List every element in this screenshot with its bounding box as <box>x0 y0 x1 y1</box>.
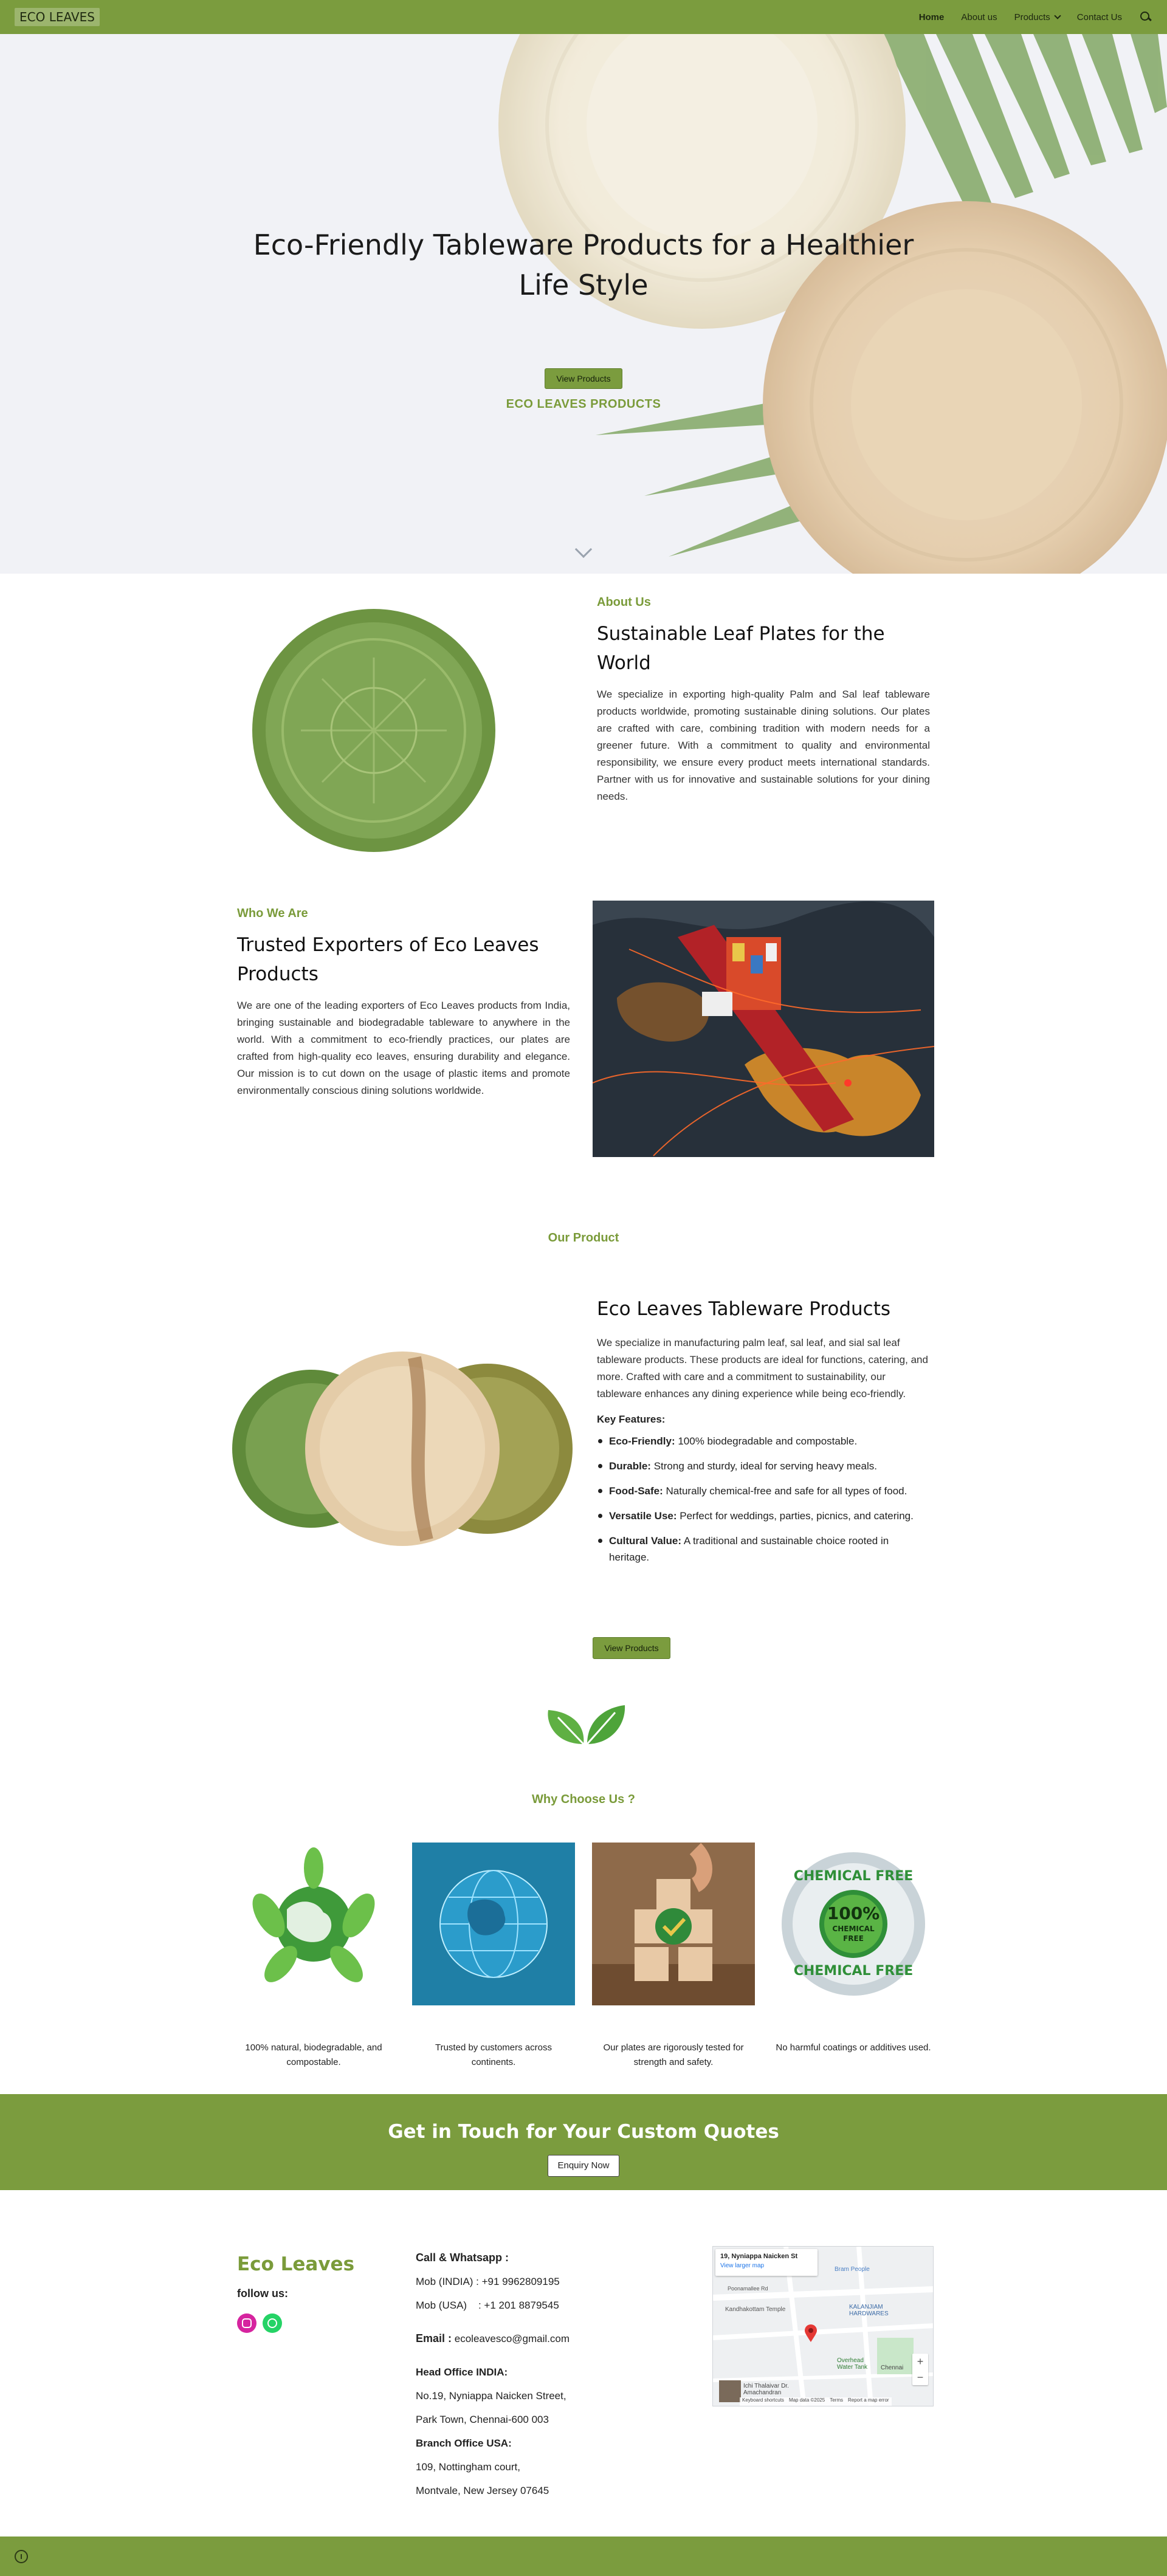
nav-home[interactable]: Home <box>918 12 945 22</box>
map-attribution <box>740 2397 892 2406</box>
footer-brand: Eco Leaves <box>237 2253 355 2275</box>
nav-products-label: Products <box>1014 12 1050 22</box>
nav-products[interactable] <box>1014 12 1060 22</box>
who-section <box>237 907 570 1099</box>
why-choose-us-title: Why Choose Us ? <box>531 1793 635 1806</box>
green-leaf-plate-image <box>249 603 498 858</box>
hero-subtitle: ECO LEAVES PRODUCTS <box>506 397 661 411</box>
branch-office-line1: 109, Nottingham court, <box>416 2461 520 2473</box>
chevron-down-icon <box>1054 12 1061 19</box>
svg-text:FREE: FREE <box>843 1934 864 1943</box>
zoom-out-icon[interactable]: − <box>917 2371 924 2383</box>
tableware-plates-image <box>232 1345 574 1552</box>
why-card-text: Trusted by customers across continents. <box>435 2042 552 2067</box>
quality-badge-icon <box>592 1843 755 2005</box>
map-label: KALANJIAM HARDWARES <box>849 2304 889 2317</box>
cta-title: Get in Touch for Your Custom Quotes <box>388 2121 779 2143</box>
location-map[interactable] <box>712 2246 934 2406</box>
main-menu <box>919 10 1152 24</box>
follow-us-label: follow us: <box>237 2287 288 2300</box>
map-label: Overhead Water Tank <box>837 2357 868 2371</box>
map-data-text: Map data ©2025 <box>788 2397 825 2403</box>
who-label: Who We Are <box>237 907 308 920</box>
feature-item: Cultural Value: A traditional and sustainable choice rooted in heritage. <box>597 1533 930 1565</box>
map-zoom-control[interactable] <box>912 2354 928 2385</box>
whatsapp-icon[interactable] <box>263 2313 282 2333</box>
product-view-products-button[interactable]: View Products <box>593 1637 670 1659</box>
about-label: About Us <box>597 596 651 609</box>
key-features-list <box>597 1433 930 1565</box>
map-place-name: 19, Nyniappa Naicken St <box>720 2253 798 2260</box>
head-office-line1: No.19, Nyniappa Naicken Street, <box>416 2390 566 2402</box>
enquiry-now-button[interactable]: Enquiry Now <box>548 2155 619 2177</box>
zoom-in-icon[interactable]: + <box>917 2355 924 2368</box>
feature-item: Versatile Use: Perfect for weddings, parties, picnics, and catering. <box>597 1508 930 1524</box>
branch-office-label: Branch Office USA: <box>416 2437 512 2449</box>
call-heading: Call & Whatsapp : <box>416 2251 509 2264</box>
product-text: We specialize in manufacturing palm leaf, sal leaf, and sial sal leaf tableware products. These products are ideal for functions, catering, and more. Crafted with care and a commitment to sustainability, our tableware enhances any dining experience while being eco-friendly. <box>597 1337 928 1400</box>
chemical-free-badge-icon <box>772 1843 935 2005</box>
search-icon[interactable] <box>1139 10 1152 24</box>
cta-banner <box>0 2094 1167 2190</box>
email-label: Email : <box>416 2332 452 2344</box>
svg-text:CHEMICAL FREE: CHEMICAL FREE <box>793 1963 914 1979</box>
svg-text:100%: 100% <box>827 1903 880 1923</box>
view-larger-map-link[interactable]: View larger map <box>720 2262 765 2269</box>
hero-view-products-button[interactable]: View Products <box>545 368 622 389</box>
export-ship-map-image <box>593 901 934 1157</box>
feature-item: Eco-Friendly: 100% biodegradable and compostable. <box>597 1433 930 1449</box>
site-logo[interactable]: ECO LEAVES <box>15 8 100 26</box>
about-section <box>597 596 930 805</box>
map-label: Ichi Thalaivar Dr. Amachandran <box>743 2383 789 2396</box>
our-product-label: Our Product <box>548 1231 619 1245</box>
who-title: Trusted Exporters of Eco Leaves Products <box>237 934 539 985</box>
hero-banner <box>0 34 1167 574</box>
nav-contact-us[interactable]: Contact Us <box>1076 12 1122 22</box>
why-card-text: 100% natural, biodegradable, and compostable. <box>245 2042 382 2067</box>
terms-link[interactable]: Terms <box>830 2397 843 2403</box>
about-text: We specialize in exporting high-quality Palm and Sal leaf tableware products worldwide, promoting sustainable dining solutions. Our plates are crafted with care, combining tradition with modern needs for a greener future. With a commitment to quality and environmental responsibility, we ensure every product meets international standards. Partner with us for innovative and sustainable solutions for your dining needs. <box>597 689 930 802</box>
map-label: Kandhakottam Temple <box>725 2306 786 2313</box>
mob-usa[interactable]: Mob (USA) : +1 201 8879545 <box>416 2300 559 2311</box>
leaf-icon <box>543 1699 628 1748</box>
map-info-card <box>715 2249 818 2276</box>
product-title: Eco Leaves Tableware Products <box>597 1298 891 1320</box>
map-pin-icon[interactable] <box>804 2324 818 2343</box>
map-label: Bram People <box>835 2266 870 2273</box>
eco-globe-icon <box>232 1843 395 2005</box>
email-link[interactable]: ecoleavesco@gmail.com <box>454 2333 570 2344</box>
svg-text:CHEMICAL FREE: CHEMICAL FREE <box>793 1869 914 1884</box>
who-text: We are one of the leading exporters of Eco Leaves products from India, bringing sustainable and biodegradable tableware to anywhere in the world. With a commitment to eco-friendly practices, our plates are crafted from high-quality eco leaves, ensuring durability and elegance. Our mission is to cut down on the usage of plastic items and promote environmentally conscious dining solutions worldwide. <box>237 1000 570 1096</box>
mob-india[interactable]: Mob (INDIA) : +91 9962809195 <box>416 2276 560 2287</box>
instagram-icon[interactable] <box>237 2313 256 2333</box>
branch-office-line2: Montvale, New Jersey 07645 <box>416 2485 549 2496</box>
footer-contact <box>416 2246 671 2502</box>
info-icon[interactable] <box>15 2550 28 2563</box>
about-title: Sustainable Leaf Plates for the World <box>597 623 885 674</box>
digital-globe-icon <box>412 1843 575 2005</box>
hero-title: Eco-Friendly Tableware Products for a Healthier Life Style <box>253 228 914 301</box>
why-card-text: Our plates are rigorously tested for strength and safety. <box>603 2042 744 2067</box>
nav-about-us[interactable]: About us <box>961 12 997 22</box>
feature-item: Durable: Strong and sturdy, ideal for serving heavy meals. <box>597 1458 930 1474</box>
map-label: Chennai <box>881 2365 904 2371</box>
svg-text:CHEMICAL: CHEMICAL <box>832 1925 875 1933</box>
why-card-text: No harmful coatings or additives used. <box>776 2042 931 2053</box>
key-features-heading: Key Features: <box>597 1413 666 1425</box>
head-office-line2: Park Town, Chennai-600 003 <box>416 2414 549 2425</box>
footer-brand-block <box>237 2253 354 2333</box>
product-section <box>597 1294 930 1574</box>
report-error-link[interactable]: Report a map error <box>848 2397 889 2403</box>
head-office-label: Head Office INDIA: <box>416 2366 508 2378</box>
map-label: Poonamallee Rd <box>728 2286 768 2292</box>
top-nav <box>0 0 1167 34</box>
feature-item: Food-Safe: Naturally chemical-free and safe for all types of food. <box>597 1483 930 1499</box>
footer-bar <box>0 2537 1167 2576</box>
keyboard-shortcuts-link[interactable]: Keyboard shortcuts <box>742 2397 784 2403</box>
